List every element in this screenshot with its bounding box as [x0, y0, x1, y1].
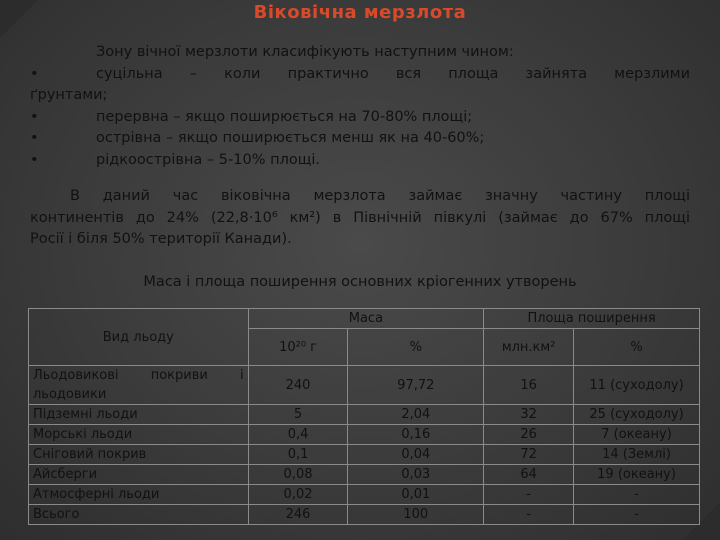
area-percent: 7 (океану) [574, 425, 700, 445]
unit-area-percent: % [574, 329, 700, 366]
permafrost-paragraph [30, 186, 690, 251]
table-row-total [29, 505, 700, 525]
area-percent: 25 (суходолу) [574, 405, 700, 425]
mass-percent: 0,03 [348, 465, 484, 485]
mass-percent: 100 [348, 505, 484, 525]
paragraph-line: континентів до 24% (22,8·10⁶ км²) в Північній півкулі (займає до 67% площі [30, 209, 690, 226]
mass-value: 0,02 [248, 485, 348, 505]
mass-percent: 2,04 [348, 405, 484, 425]
mass-value: 0,1 [248, 445, 348, 465]
ice-kind: Атмосферні льоди [29, 485, 249, 505]
table-header-row [29, 309, 700, 329]
area-value: 72 [484, 445, 574, 465]
table-row [29, 366, 700, 405]
mass-percent: 0,01 [348, 485, 484, 505]
intro-text: Зону вічної мерзлоти класифікують наступним чином: [96, 44, 514, 60]
mass-value: 240 [248, 366, 348, 405]
bullet-marker: • [30, 130, 39, 146]
table-row [29, 445, 700, 465]
area-percent: - [574, 485, 700, 505]
table-row [29, 405, 700, 425]
unit-mass: 10²⁰ г [248, 329, 348, 366]
bullet-text-continuation: ґрунтами; [30, 87, 108, 103]
bullet-marker: • [30, 151, 39, 168]
area-value: 16 [484, 366, 574, 405]
unit-area: млн.км² [484, 329, 574, 366]
ice-kind: Айсберги [29, 465, 249, 485]
area-percent: - [574, 505, 700, 525]
bullet-marker: • [30, 65, 39, 82]
bullet-text: суцільна – коли практично вся площа зайнята мерзлими [96, 65, 690, 82]
ice-kind-line: Льодовикові покриви і [33, 368, 244, 383]
area-percent: 11 (суходолу) [574, 366, 700, 405]
bullet-item [30, 64, 690, 86]
bullet-text: перервна – якщо поширюється на 70-80% площі; [96, 108, 473, 125]
mass-percent: 97,72 [348, 366, 484, 405]
ice-kind: Всього [29, 505, 249, 525]
bullet-text: рідкоострівна – 5-10% площі. [96, 151, 320, 168]
area-value: - [484, 485, 574, 505]
ice-kind: Підземні льоди [29, 405, 249, 425]
bullet-item [30, 107, 690, 129]
slide-title: Віковічна мерзлота [253, 2, 467, 23]
mass-percent: 0,16 [348, 425, 484, 445]
header-mass: Маса [248, 309, 484, 329]
ice-kind: Сніговий покрив [29, 445, 249, 465]
area-percent: 19 (океану) [574, 465, 700, 485]
cryogenic-table [28, 308, 700, 525]
mass-value: 0,4 [248, 425, 348, 445]
bullet-text: острівна – якщо поширюється менш як на 40-60%; [96, 130, 485, 146]
area-percent: 14 (Землі) [574, 445, 700, 465]
header-area: Площа поширення [484, 309, 700, 329]
mass-percent: 0,04 [348, 445, 484, 465]
table-row [29, 485, 700, 505]
bullet-item [30, 128, 690, 150]
area-value: 26 [484, 425, 574, 445]
mass-value: 246 [248, 505, 348, 525]
unit-mass-percent: % [348, 329, 484, 366]
table-caption: Маса і площа поширення основних кріогенних утворень [143, 274, 577, 290]
area-value: 32 [484, 405, 574, 425]
ice-kind [29, 366, 249, 405]
bullet-marker: • [30, 108, 39, 125]
paragraph-line: В даний час віковічна мерзлота займає значну частину площі [70, 188, 690, 204]
classification-block [30, 42, 690, 171]
table-row [29, 465, 700, 485]
table-row [29, 425, 700, 445]
ice-kind-line: льодовики [33, 387, 107, 402]
header-kind: Вид льоду [29, 309, 249, 366]
mass-value: 5 [248, 405, 348, 425]
ice-kind: Морські льоди [29, 425, 249, 445]
mass-value: 0,08 [248, 465, 348, 485]
area-value: - [484, 505, 574, 525]
paragraph-line: Росії і біля 50% території Канади). [30, 231, 292, 247]
bullet-item [30, 150, 690, 172]
area-value: 64 [484, 465, 574, 485]
